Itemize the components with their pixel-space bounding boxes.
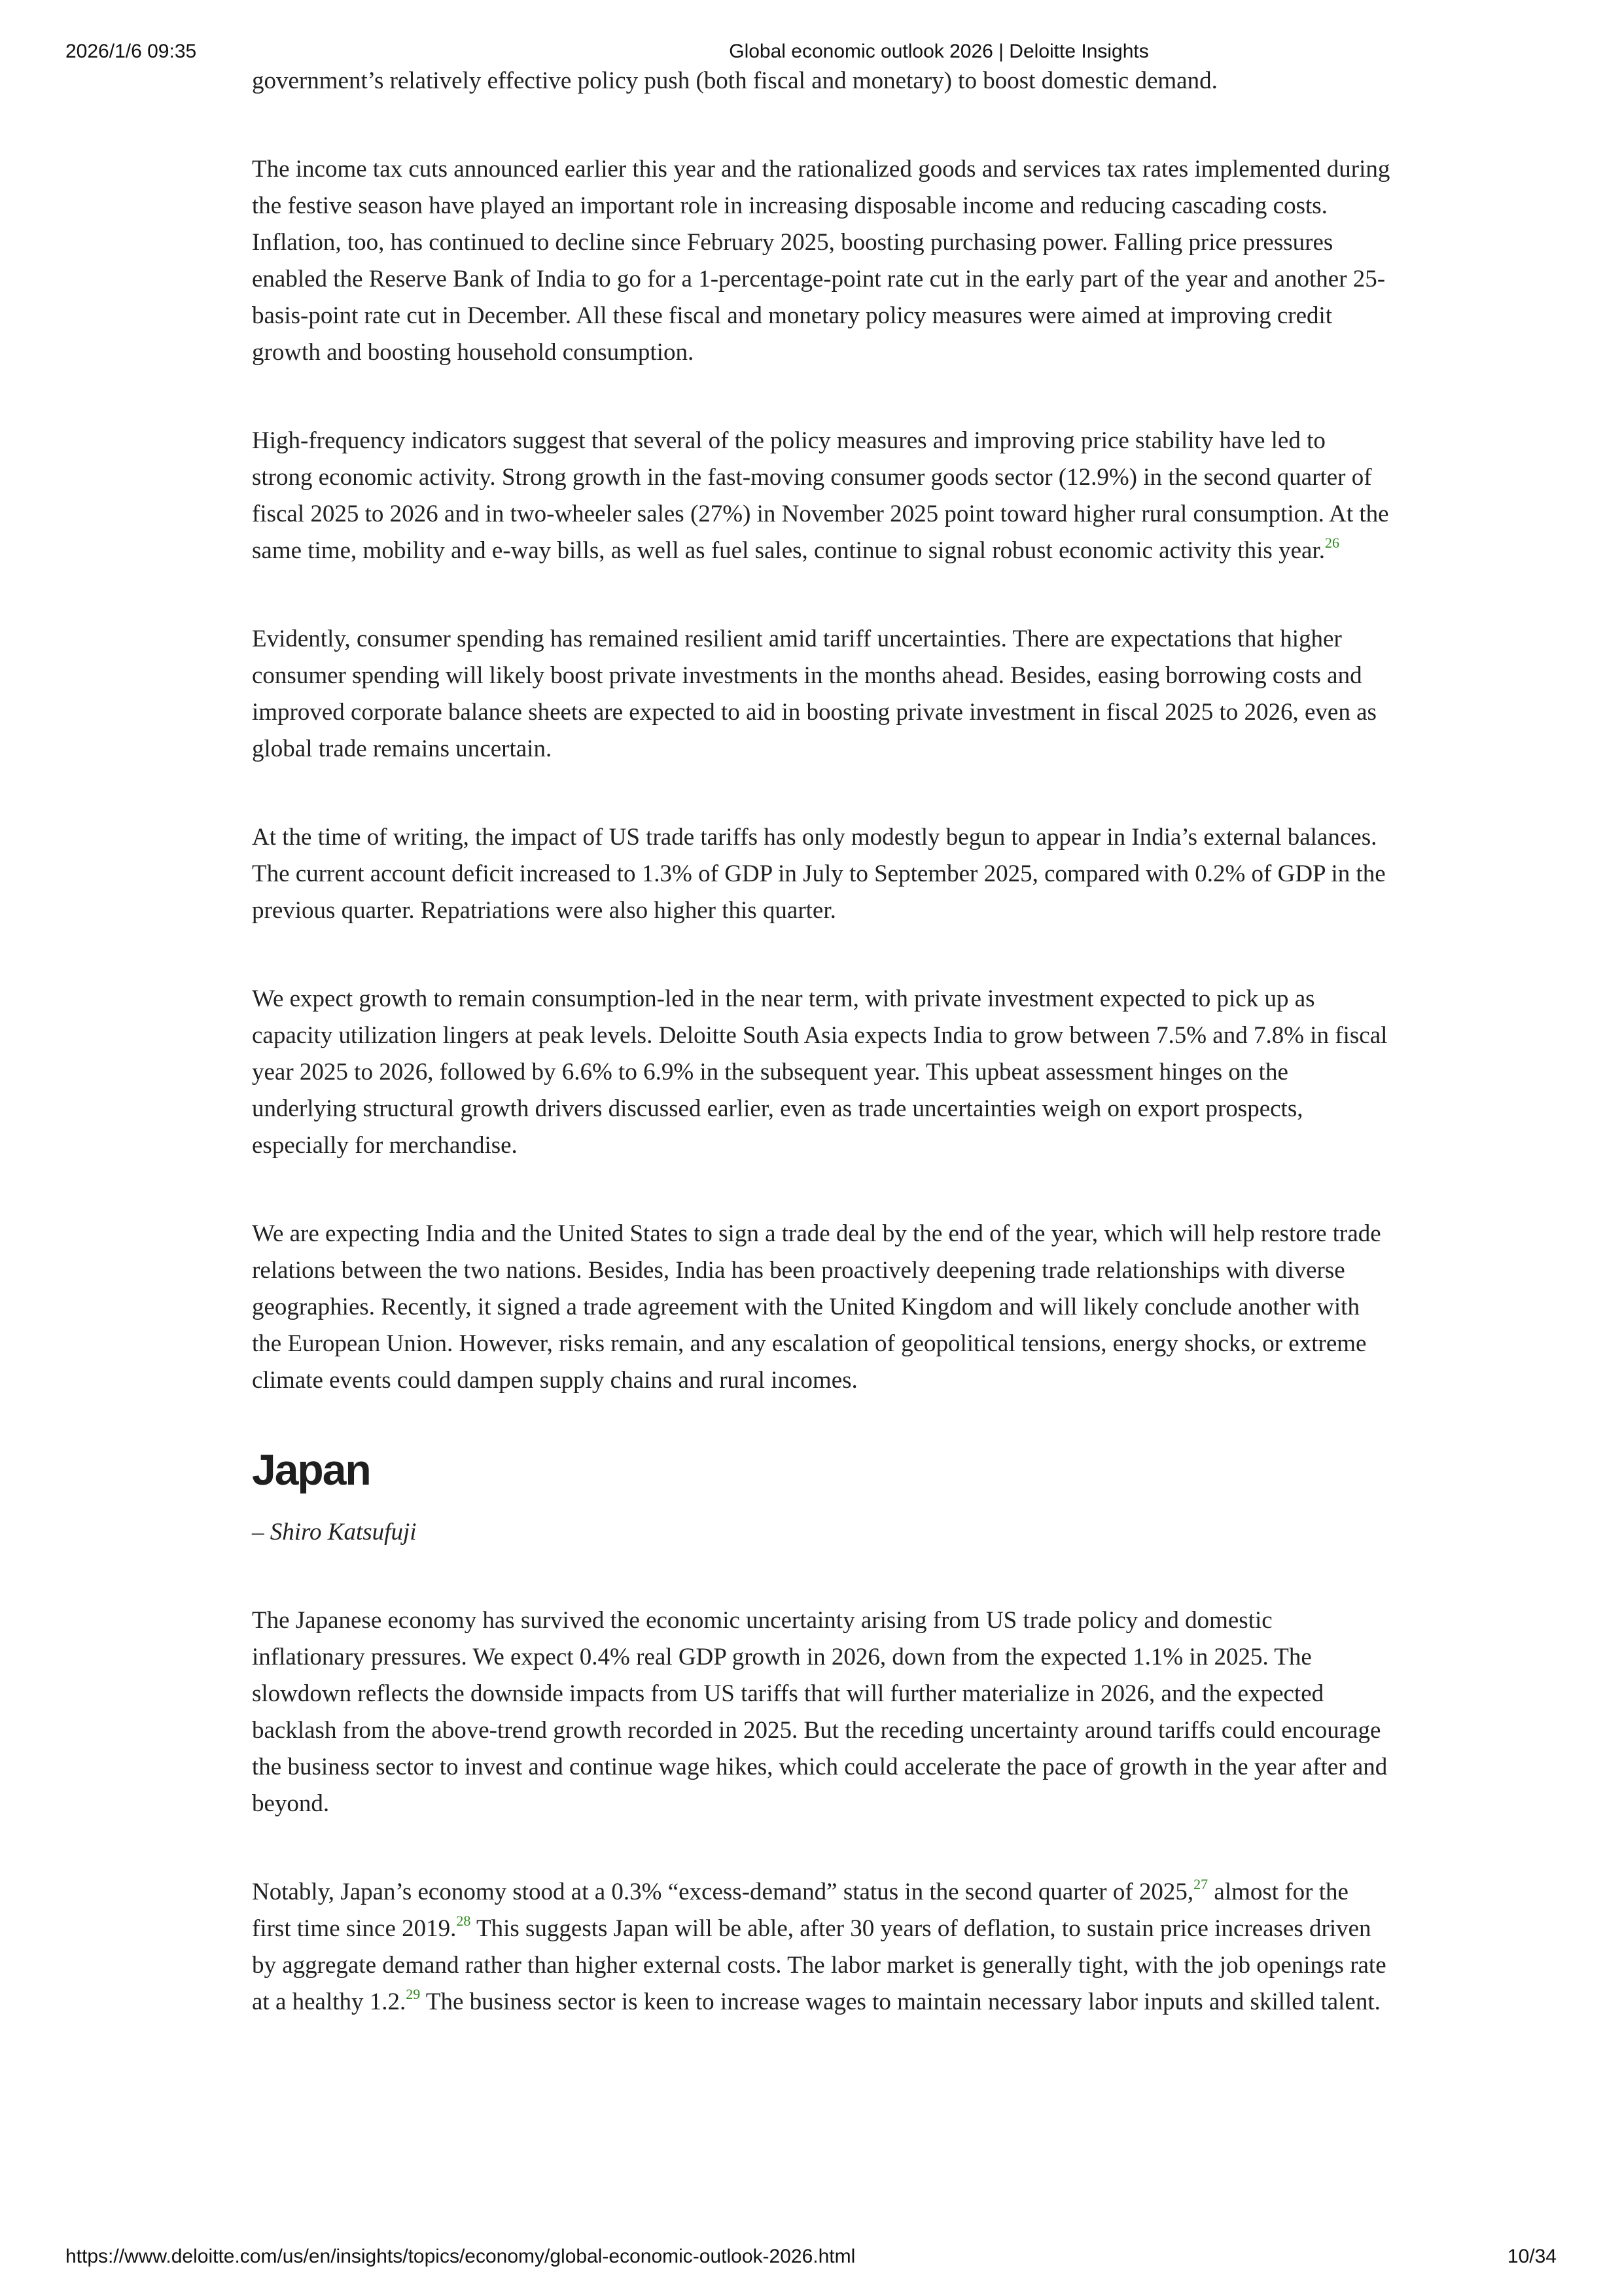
footnote-link-29[interactable]: 29 (406, 1986, 421, 2002)
paragraph-growth-outlook: We expect growth to remain consumption-led in the near term, with private investment expected to pick up as capacity utilization lingers at peak levels. Deloitte South Asia expects India to grow between 7.5% and 7.8% in fiscal year 2025 to 2026, followed by 6.6% to 6.9% in the subsequent year. This upbeat assessment hinges on the underlying structural growth drivers discussed earlier, even as trade uncertainties weigh on export prospects, especially for merchandise. (252, 985, 1388, 1159)
footnote-link-26[interactable]: 26 (1324, 535, 1339, 551)
paragraph-trade-tariffs-impact: At the time of writing, the impact of US trade tariffs has only modestly begun to appear in India’s external balances. The current account deficit increased to 1.3% of GDP in July to September 2025, compared with 0.2% of GDP in the previous quarter. Repatriations were also higher this quarter. (252, 824, 1386, 924)
paragraph-text: This suggests Japan will be able, after 30 years of deflation, to sustain price increases driven by aggregate demand rather than higher external costs. The labor market is generally tight, with the job openings rate at a healthy 1.2. (252, 1915, 1386, 2015)
paragraph-high-frequency-indicators (252, 423, 1390, 569)
paragraph-trade-deal: We are expecting India and the United States to sign a trade deal by the end of the year, which will help restore trade relations between the two nations. Besides, India has been proactively deepening trade relationships with diverse geographies. Recently, it signed a trade agreement with the United Kingdom and will likely conclude another with the European Union. However, risks remain, and any escalation of geopolitical tensions, energy shocks, or extreme climate events could dampen supply chains and rural incomes. (252, 1220, 1381, 1394)
paragraph-japan-economy: The Japanese economy has survived the economic uncertainty arising from US trade policy and domestic inflationary pressures. We expect 0.4% real GDP growth in 2026, down from the expected 1.1% in 2025. The slowdown reflects the downside impacts from US tariffs that will further materialize in 2026, and the expected backlash from the above-trend growth recorded in 2025. But the receding uncertainty around tariffs could encourage the business sector to invest and continue wage hikes, which could accelerate the pace of growth in the year after and beyond. (252, 1607, 1388, 1817)
paragraph-tax-cuts: The income tax cuts announced earlier this year and the rationalized goods and services tax rates implemented during the festive season have played an important role in increasing disposable income and reducing cascading costs. Inflation, too, has continued to decline since February 2025, boosting purchasing power. Falling price pressures enabled the Reserve Bank of India to go for a 1-percentage-point rate cut in the early part of the year and another 25-basis-point rate cut in December. All these fiscal and monetary policy measures were aimed at improving credit growth and boosting household consumption. (252, 156, 1390, 366)
paragraph-japan-excess-demand (252, 1874, 1390, 2021)
paragraph-text: High-frequency indicators suggest that several of the policy measures and improving price stability have led to strong economic activity. Strong growth in the fast-moving consumer goods sector (12.9%) in the second quarter of fiscal 2025 to 2026 and in two-wheeler sales (27%) in November 2025 point toward higher rural consumption. At the same time, mobility and e-way bills, as well as fuel sales, continue to signal robust economic activity this year. (252, 427, 1389, 564)
print-footer-page-number: 10/34 (1507, 2246, 1557, 2267)
paragraph-continuation: government’s relatively effective policy push (both fiscal and monetary) to boost domestic demand. (252, 67, 1218, 94)
print-footer-url: https://www.deloitte.com/us/en/insights/topics/economy/global-economic-outlook-2026.html (65, 2246, 856, 2267)
article-body (252, 63, 1390, 2021)
author-byline: – Shiro Katsufuji (252, 1519, 417, 1545)
paragraph-text: Notably, Japan’s economy stood at a 0.3% “excess-demand” status in the second quarter of 2025, (252, 1879, 1194, 1905)
paragraph-consumer-spending: Evidently, consumer spending has remained resilient amid tariff uncertainties. There are expectations that higher consumer spending will likely boost private investments in the months ahead. Besides, easing borrowing costs and improved corporate balance sheets are expected to aid in boosting private investment in fiscal 2025 to 2026, even as global trade remains uncertain. (252, 626, 1377, 762)
footnote-link-27[interactable]: 27 (1193, 1876, 1208, 1892)
section-heading-japan: Japan (252, 1445, 370, 1494)
paragraph-text: The business sector is keen to increase wages to maintain necessary labor inputs and skilled talent. (420, 1988, 1381, 2015)
print-header-title: Global economic outlook 2026 | Deloitte Insights (729, 41, 1149, 62)
footnote-link-28[interactable]: 28 (456, 1913, 471, 1929)
print-header-datetime: 2026/1/6 09:35 (65, 41, 197, 62)
paragraph-text: almost for the first time since 2019. (252, 1879, 1349, 1942)
